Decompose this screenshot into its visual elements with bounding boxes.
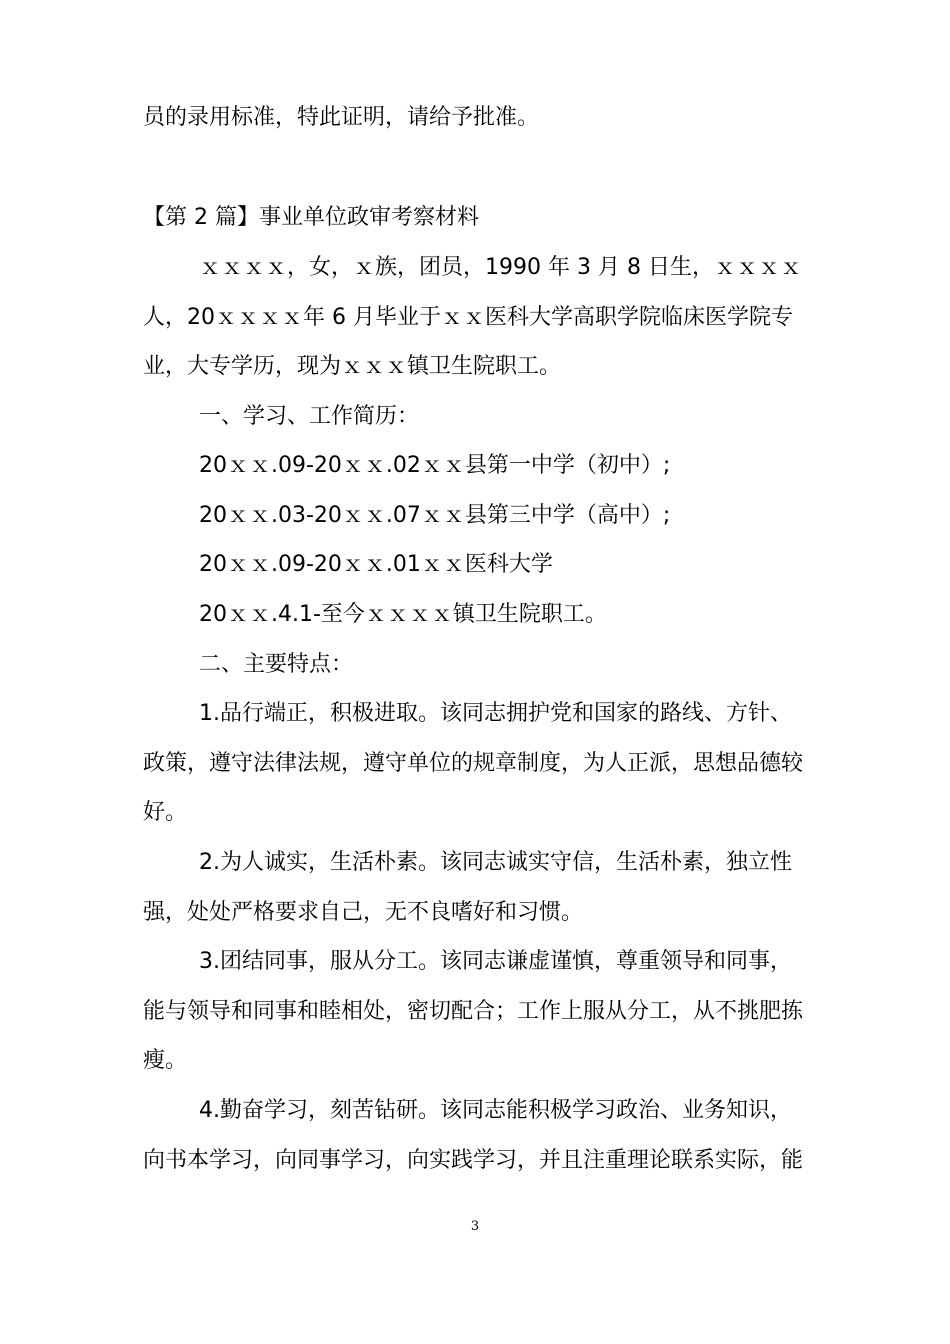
paragraph-line: 2.为人诚实，生活朴素。该同志诚实守信，生活朴素，独立性 (199, 850, 792, 875)
section-heading: 【第 2 篇】事业单位政审考察材料 (143, 205, 479, 230)
paragraph-line: 政策，遵守法律法规，遵守单位的规章制度，为人正派，思想品德较 (143, 751, 804, 776)
paragraph-line: ｘｘｘｘ，女，ｘ族，团员，1990 年 3 月 8 日生，ｘｘｘｘ (199, 255, 802, 280)
paragraph-line-continuation: 员的录用标准，特此证明，请给予批准。 (143, 105, 540, 130)
paragraph-line: 业，大专学历，现为ｘｘｘ镇卫生院职工。 (143, 354, 562, 379)
paragraph-line: 向书本学习，向同事学习，向实践学习，并且注重理论联系实际，能 (143, 1148, 804, 1173)
resume-entry: 20ｘｘ.09-20ｘｘ.01ｘｘ医科大学 (199, 552, 553, 577)
paragraph-line: 4.勤奋学习，刻苦钻研。该同志能积极学习政治、业务知识， (199, 1098, 792, 1123)
paragraph-line: 能与领导和同事和睦相处，密切配合；工作上服从分工，从不挑肥拣 (143, 999, 804, 1024)
paragraph-line: 强，处处严格要求自己，无不良嗜好和习惯。 (143, 900, 584, 925)
paragraph-line: 好。 (143, 800, 188, 825)
paragraph-line: 人，20ｘｘｘｘ年 6 月毕业于ｘｘ医科大学高职学院临床医学院专 (143, 305, 793, 330)
paragraph-line: 1.品行端正，积极进取。该同志拥护党和国家的路线、方针、 (199, 701, 792, 726)
subheading-features: 二、主要特点： (199, 652, 354, 677)
page-number: 3 (470, 1219, 480, 1234)
resume-entry: 20ｘｘ.03-20ｘｘ.07ｘｘ县第三中学（高中）; (199, 503, 671, 528)
resume-entry: 20ｘｘ.09-20ｘｘ.02ｘｘ县第一中学（初中）; (199, 453, 671, 478)
subheading-resume: 一、学习、工作简历： (199, 404, 420, 429)
resume-entry: 20ｘｘ.4.1-至今ｘｘｘｘ镇卫生院职工。 (199, 602, 607, 627)
paragraph-line: 3.团结同事，服从分工。该同志谦虚谨慎，尊重领导和同事， (199, 949, 792, 974)
paragraph-line: 瘦。 (143, 1048, 188, 1073)
